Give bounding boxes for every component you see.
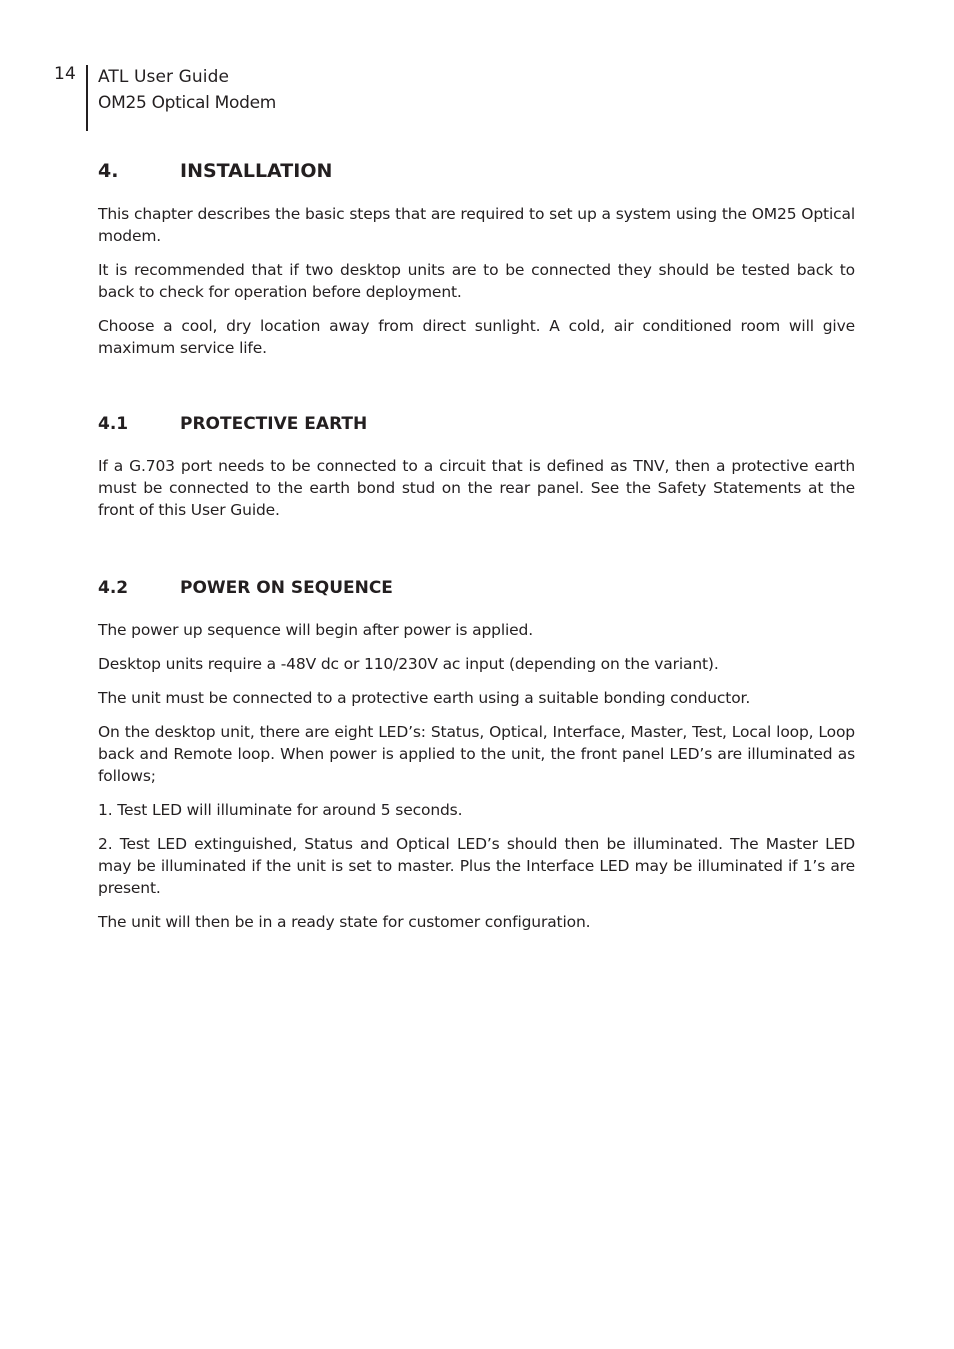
section-number: 4.2: [98, 578, 129, 598]
body-paragraph: It is recommended that if two desktop units are to be connected they should be tested back to back to check for operation before deployment.: [98, 261, 855, 301]
body-paragraph: The unit must be connected to a protective earth using a suitable bonding conductor.: [98, 689, 751, 707]
page-content: [98, 157, 855, 945]
list-item: 1. Test LED will illuminate for around 5 seconds.: [98, 801, 463, 819]
body-paragraph: Desktop units require a -48V dc or 110/230V ac input (depending on the variant).: [98, 655, 719, 673]
section-number: 4.: [98, 160, 119, 182]
running-header: [98, 64, 276, 116]
body-paragraph: On the desktop unit, there are eight LED’s: Status, Optical, Interface, Master, Test, Local loop, Loop back and Remote loop. When power is applied to the unit, the front panel LED’s are illuminated as follows;: [98, 723, 855, 785]
section-title: INSTALLATION: [180, 160, 333, 182]
section-heading-protective-earth: [98, 411, 855, 437]
body-paragraph: If a G.703 port needs to be connected to a circuit that is defined as TNV, then a protective earth must be connected to the earth bond stud on the rear panel. See the Safety Statements at the front of this User Guide.: [98, 457, 855, 519]
section-heading-installation: [98, 157, 855, 185]
spacer: [98, 533, 855, 575]
body-paragraph: The power up sequence will begin after power is applied.: [98, 621, 534, 639]
body-paragraph: The unit will then be in a ready state for customer configuration.: [98, 913, 591, 931]
body-paragraph: Choose a cool, dry location away from direct sunlight. A cold, air conditioned room will give maximum service life.: [98, 317, 855, 357]
spacer: [98, 371, 855, 411]
list-item: 2. Test LED extinguished, Status and Optical LED’s should then be illuminated. The Master LED may be illuminated if the unit is set to master. Plus the Interface LED may be illuminated if 1’s are present.: [98, 835, 855, 897]
section-heading-power-on-sequence: [98, 575, 855, 601]
page-number: 14: [54, 64, 77, 84]
section-number: 4.1: [98, 414, 129, 434]
header-divider: [86, 65, 88, 131]
product-title: OM25 Optical Modem: [98, 93, 277, 113]
section-title: POWER ON SEQUENCE: [180, 578, 393, 598]
section-title: PROTECTIVE EARTH: [180, 414, 368, 434]
body-paragraph: This chapter describes the basic steps that are required to set up a system using the OM25 Optical modem.: [98, 205, 855, 245]
guide-title: ATL User Guide: [98, 67, 230, 87]
